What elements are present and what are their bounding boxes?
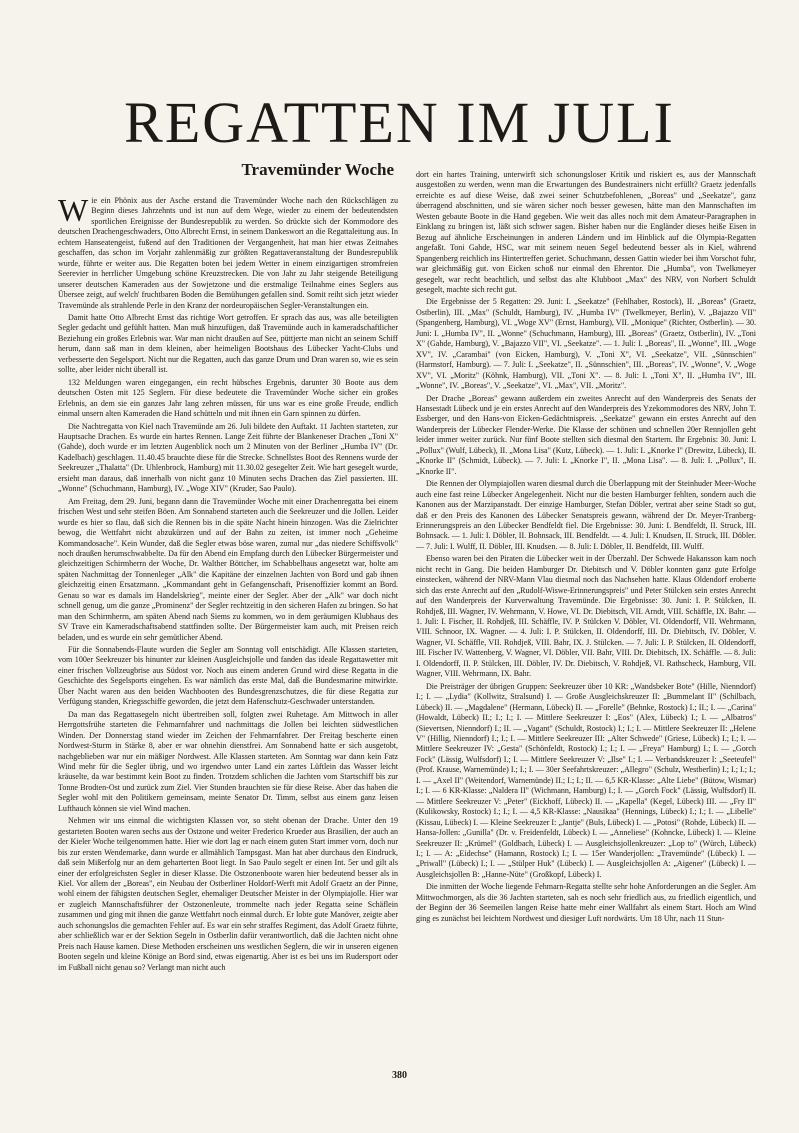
article-paragraph: Ebenso waren bei den Piraten die Lübecker weit in der Überzahl. Der Schwede Hakansson kam noch nicht recht in Gang. Die beiden Hamburger Dr. Diebitsch und V. Döbler konnten ganz gute Erfolge einstecken, während der NRV-Mann Vlau diesmal noch das Nachsehen hatte. Klaus Oldendorf eroberte sich das erste Anrecht auf den „Rudolf-Wiswe-Erinnerungspreis" und Peter Stülcken sein erstes Anrecht auf den Wanderpreis der Kurverwaltung Travemünde. Die Ergebnisse: 30. Juni: I. P. Stülcken, II. Rohdjeß, III. Wagner, IV. Wehrmann, V. Howe, VI. Dr. Diebitsch, VII. Arndt, VIII. Schäffle, IX. Bahr. — 1. Juli: I. Fischer, II. Rohdjeß, III. Schäffle, IV. P. Stülcken V. Döbler, VI. Oldendorff, VII. Wehrmann, VIII. Schnoor, IX. Wagner. — 4. Juli: I. P. Stülcken, II. Oldendorff, III. Dr. Diebitsch, IV. Döbler, V. Wagner, VI. Schäffle, VII. Rohdjeß, VIII. Bahr, IX. J. Stülcken. — 7. Juli: I. P. Stülcken, II. Oldendorff, III. Fischer IV. Wattenberg, V. Wagner, VI. Döbler, VII. Bahr, VIII. Dr. Diebitsch, IX. Schäffle. — 8. Juli: I. Oldendorff, II. P. Stülcken, III. Döbler, IV. Dr. Diebitsch, V. Rohdjeß, VI. Rathscheck, Hamburg, VII. Wagner, VIII. Wehrmann, IX. Bahr. (416, 554, 756, 679)
page-number: 380 (392, 1070, 407, 1081)
article-paragraph: Da man das Regattasegeln nicht übertreiben soll, folgten zwei Ruhetage. Am Mittwoch in aller Herrgottsfrühe starteten die Fehmarnfahrer und nachmittags die Jollen bei leichten südwestlichen Winden. Der Donnerstag stand wieder im Zeichen der Fehmarnfahrer. Der Freitag bescherte einen Nordwest-Sturm in Stärke 8, aber er war ohnehin dienstfrei. Am Sonnabend hatte er sich ausgetobt, nachgeblieben war nur ein mäßiger Nordwest. Alle Klassen starteten. Am Sonntag war dann kein Fatz Wind mehr für die Segler übrig, und wo irgendwo unter Land ein zartes Lüftlein das Wasser leicht kräuselte, da war bestimmt kein Boot zu finden. Trotzdem schlichen die Jachten vom Startschiff bis zur Tonne Brodten-Ost und zurück zum Ziel. Vier Stunden brauchten sie für diese Reise. Aber das haben die Segler wohl mit den Politikern gemeinsam, meinte Senator Dr. Timm, selbst aus einem ganz leisen Lufthauch können sie viel Wind machen. (58, 709, 398, 813)
article-paragraph: 132 Meldungen waren eingegangen, ein recht hübsches Ergebnis, darunter 30 Boote aus dem deutschen Osten mit 125 Seglern. Für diese bedeutete die Travemünder Woche sicher ein großes Erlebnis, an dem sie ein ganzes Jahr lang zehren müssen, für uns war es eine große Freude, endlich einmal unsern alten Kameraden die Hand schütteln und mit ihnen ein Garn spinnen zu dürfen. (58, 377, 398, 419)
drop-cap: W (58, 192, 89, 228)
article-body (58, 170, 756, 1065)
article-paragraph: Der Drache „Boreas" gewann außerdem ein zweites Anrecht auf den Wanderpreis des Senats der Hansestadt Lübeck und je ein erstes Anrecht auf den Wanderpreis des Yzekommodores des NRV, John T. Essberger, und den Hans-von Eicken-Gedächtnispreis. „Seekatze" gewann ein erstes Anrecht auf den Wanderpreis der Lübecker Flender-Werke. Die Klasse der schönen und schnellen 20er Rennjollen geht leider immer weiter zurück. Nur fünf Boote stellten sich diesmal den Startern. Ihr Ergebnis: 30. Juni: I. „Pollux" (Wulf, Lübeck), II. „Mona Lisa" (Kutz, Lübeck). — 1. Juli: I. „Knorke I" (Drewitz, Lübeck), II. „Knorke II" (Schmidt, Lübeck). — 7. Juli: I. „Knorke I", II. „Mona Lisa". — 8. Juli: I. „Pollux", II. „Knorke II". (416, 393, 756, 476)
article-subtitle: Travemünder Woche (241, 160, 394, 179)
article-paragraph: Die Ergebnisse der 5 Regatten: 29. Juni: I. „Seekatze" (Fehlhaber, Rostock), II. „Boreas" (Graetz, Ostberlin), III. „Max" (Schuldt, Hamburg), IV. „Humba IV" (Twelkmeyer, Berlin), V. „Bajazzo VII" (Spangenberg, Hamburg), VI. „Woge XV" (Ernst, Hamburg), VII. „Monique" (Richter, Ostberlin). — 30. Juni: I. „Humba IV", II. „Wonne" (Schuchmann, Hamburg), III. „Boreas" (Graetz, Ostberlin), IV. „Toni X" (Gahde, Hamburg), V. „Bajazzo VII", VI. „Seekatze". — 1. Juli: I. „Boreas", II. „Wonne", III. „Woge XV", IV. „Carambai" (von Eicken, Hamburg), V. „Toni X", VI. „Seekatze", VII. „Sünnschien" (Harmstorf, Hamburg). — 7. Juli: I. „Seekatze", II. „Sünnschien", III. „Boreas", IV. „Wonne", V. „Woge XV", VI. „Moritz" (Köhnk, Hamburg), VII. „Toni X". — 8. Juli: I. „Toni X", II. „Humba IV", III. „Wonne", IV. „Boreas", V. „Seekatze", VI. „Max", VII. „Moritz". (416, 297, 756, 391)
right-column (416, 170, 756, 1065)
article-paragraph: Damit hatte Otto Albrecht Ernst das richtige Wort getroffen. Er sprach das aus, was alle beteiligten Segler gedacht und gefühlt hatten. Man muß hinzufügen, daß Travemünde auch in kameradschaftlicher Beziehung ein großes Erlebnis war. War man nicht draußen auf See, püttjerte man nicht an seinem Schiff herum, dann saß man in dem kleinen, aber heimeligen Bootshaus des Lübecker Yacht-Clubs und verbesserte den Segelsport. Nicht nur die Regatten, auch das ganze Drum und Dran waren so, wie es sein sollte, aber leider nicht überall ist. (58, 312, 398, 375)
article-paragraph: Die Rennen der Olympiajollen waren diesmal durch die Überlappung mit der Steinhuder Meer-Woche auch eine fast reine Lübecker Angelegenheit. Nicht nur die besten Hamburger fehlten, sondern auch die Kanonen aus der Marzipanstadt. Der einzige Hamburger, Stefan Döbler, vertrat aber seine Stadt so gut, daß er den Preis des Kanonen des Lübecker Senatspreis gewann, während der Dr. Meyer-Tranberg-Erinnerungspreis an den Lübecker Bendfeldt fiel. Die Ergebnisse: 30. Juni: I. Bendfeldt, II. Struck, III. Bohnsack. — 1. Juli: I. Döbler, II. Bohnsack, III. Bendfeldt. — 4. Juli: I. Knudsen, II. Struck, III. Döbler. — 7. Juli: I. Wulff, II. Döbler, III. Knudsen. — 8. Juli: I. Döbler, II. Bendfeldt, III. Wulff. (416, 479, 756, 551)
article-paragraph: Wie ein Phönix aus der Asche erstand die Travemünder Woche nach den Rückschlägen zu Beginn dieses Jahrzehnts und ist nun auf dem Wege, wieder zu einem der bedeutendsten sportlichen Ereignisse der Bundesrepublik zu werden. So drückte sich der Kommodore des deutschen Drachengeschwaders, Otto Albrecht Ernst, in seinem Dankeswort an die Regattaleitung aus. In echtem Hanseatengeist, fußend auf den Traditionen der Vergangenheit, hat man hier etwas Zeitnahes geschaffen, das schon im Vorjahr zahlenmäßig zur größten Regattaveranstaltung der Bundesrepublik wurde, führte er weiter aus. Die Regatten boten bei jedem Wetter in einem einzigartigen stromfreien Seerevier in herrlicher Umgebung schöne Kreuzstrecken. Die von Jahr zu Jahr steigende Beteiligung unserer deutschen Kameraden aus der Sowjetzone und die erstmalige Teilnahme eines Seglers aus Übersee zeigt, auf welch' fruchtbaren Boden die Bemühungen gefallen sind. Somit reiht sich jetzt wieder Travemünde als strahlende Perle in den Kranz der nordeuropäischen Segler-Veranstaltungen ein. (58, 192, 398, 310)
article-headline: REGATTEN IM JULI (124, 90, 675, 155)
article-paragraph: Die Preisträger der übrigen Gruppen: Seekreuzer über 10 KR: „Wandsbeker Bote" (Hille, Nienndorf) I.; I. — „Lydia" (Kollwitz, Stralsund) I. — Große Ausgleichskreuzer II: „Bummelant II" (Schilbach, Lübeck) II. — „Magdalene" (Hermann, Lübeck) II. — „Forelle" (Behnke, Rostock) I.; II.; I. — „Carina" (Howaldt, Lübeck) II.; I.; I.; I. — Mittlere Seekreuzer I: „Eos" (Alex, Lübeck) I.; I. — „Albatros" (Sievertsen, Nienndorf) I.; II. — „Vagant" (Schuldt, Rostock) I.; I.; I. — Mittlere Seekreuzer II: „Helene V" (Hillig, Nienndorf) I.; I.; I. — Mittlere Seekreuzer III: „Alter Schwede" (Griese, Lübeck) I.; I.; I. — Mittlere Seekreuzer IV: „Gesta" (Schönfeldt, Rostock) I.; I.; I. — „Freya" Hamburg) I.; I. — „Gorch Fock" (Lässig, Wulfsdorf) I.; I. — Mittlere Seekreuzer V: „Ilse" I.; I. — Verbandskreuzer I: „Seeteufel" (Prof. Krause, Warnemünde) I.; I.; I. — 30er Seefahrtskreuzer: „Allegro" (Schulz, Westberlin) I.; I.; I.; I.; I. — „Axel II" (Weitendorf, Warnemünde) II.; I.; I.; II. — 6,5 KR-Klasse: „Alte Liebe" (Bütow, Wismar) I.; I. — 6 KR-Klasse: „Naldera II" (Wichmann, Hamburg) I.; I. — „Gorch Fock" (Lässig, Wulfsdorf) II. — Mittlere Seekreuzer V: „Peter" (Eickhoff, Lübeck) II. — „Kapella" (Kegel, Lübeck) III. — „Fry II" (Kulikowsky, Rostock) I.; I.; I. — 4,5 KR-Klasse: „Nausikaa" (Hennings, Lübeck) I.; I.; I. — „Libelle" (Kissau, Lübeck) I. — Kleine Seekreuzer I: „Jantje" (Buls, Lübeck) I. — „Potosi" (Rohde, Lübeck) II. — Hansa-Jollen: „Gunilla" (Dr. v. Freidenfeldt, Lübeck) I. — „Anneliese" (Kohncke, Lübeck) I. — Kleine Seekreuzer II: „Krümel" (Goldbach, Lübeck) I. — Ausgleichsjollenkreuzer: „Lop to" (Würch, Lübeck) I.; I. — A: „Eidechse" (Hamann, Rostock) I.; I. — 15er Wanderjollen: „Travemünde" (Lübeck) I. — „Priwall" (Lübeck) I.; I. — „Stülper Huk" (Lübeck) I. — Ausgleichsjollen A: „Aigener" (Lübeck) I. — Ausgleichsjollen B: „Hanne-Nüte" (Großkopf, Lübeck) I. (416, 681, 756, 879)
article-paragraph: dort ein hartes Training, unterwirft sich schonungsloser Kritik und riskiert es, aus der Mannschaft ausgestoßen zu werden, wenn man die Erwartungen des Bundestrainers nicht erfüllt? Graetz jedenfalls erreichte es auf diese Weise, daß zwei seiner Schutzbefohlenen, „Boreas" und „Seekatze", ganz überragend abschnitten, und sie wären sicher noch besser gewesen, hätte man den Mannschaften im Westen gebaute Boote in die Hand gegeben. Wie weit das alles noch mit dem Amateur-Paragraphen in Einklang zu bringen ist, läßt sich schwer sagen. Bisher haben nur die Engländer dieses heiße Eisen in Bezug auf ähnliche Erscheinungen in anderen Ländern und im Hinblick auf die Olympia-Regatten angefaßt. Toni Gahde, HSC, war mit seinem neuen Segel bedeutend besser als in Kiel, während Spangenberg reichlich ins Hintertreffen geriet. Schuchmann, dessen Gattin wieder bei ihm Vorschot fuhr, war gleichmäßig gut. von Eicken schoß nur einmal den Ehrentor. Die „Humba", von Twelkmeyer gesegelt, war recht beachtlich, und selbst das alte Klubboot „Max" des NRV, von Norbert Schuldt gesegelt, machte sich recht gut. (416, 170, 756, 294)
article-paragraph: Die inmitten der Woche liegende Fehmarn-Regatta stellte sehr hohe Anforderungen an die Segler. Am Mittwochmorgen, als die 36 Jachten starteten, sah es noch sehr friedlich aus, zu friedlich eigentlich, und der Beginn der 36 Seemeilen langen Reise hatte mehr einer Wallfahrt als einem Start. Hoch am Wind ging es zunächst bei leichtem Nordwest und diesiger Luft nordwärts. Um 18 Uhr, nach 11 Stun- (416, 882, 756, 923)
left-column (58, 170, 398, 1065)
article-paragraph: Nehmen wir uns einmal die wichtigsten Klassen vor, so steht obenan der Drache. Unter den 19 gestarteten Booten waren sechs aus der Ostzone und weiter Frederico Krueder aus Brasilien, der auch an der Kieler Woche teilgenommen hatte. Hier wie dort lag er nach einem guten Start immer vorn, doch nur bis zur ersten Wendemarke, dann wurde er allmählich Tampsgast. Man hat aber durchaus den Eindruck, daß sein Mißerfolg nur an dem geharterten Boot liegt. In Sao Paulo segelt er einen Int. 5er und gilt als einer der erfolgreichsten Segler in dieser Klasse. Die Ostzonenboote waren hier bedeutend besser als in Kiel. Vor allem der „Boreas", ein Neubau der Ostberliner Holdorf-Werft mit Adolf Graetz an der Pinne, wohl einem der fähigsten deutschen Segler, ehemaliger Deutscher Meister in der Olympiajolle. Hier war er zugleich Mannschaftsführer der Ostzonenleute, trommelte nach jeder Regatta seine Schäflein zusammen und ging mit ihnen die ganze Wettfahrt noch einmal durch. Er lobte gute Manöver, zeigte aber auch schonungslos die gemachten Fehler auf. Es war ein sehr straffes Regiment, das Adolf Graetz führte, aber schließlich war er der Sektion Segeln in Ostberlin dafür verantwortlich, daß die Jachten nicht ohne Preis nach Hause kamen. Diese Methoden erscheinen uns westlichen Seglern, die wir in unseren eigenen Booten segeln und kleine Könige an Bord sind, etwas eigenartig. Aber ist es bei uns im Rudersport oder im Fußball nicht genau so? Verlangt man nicht auch (58, 816, 398, 972)
article-paragraph: Für die Sonnabends-Flaute wurden die Segler am Sonntag voll entschädigt. Alle Klassen starteten, vom 100er Seekreuzer bis hinunter zur kleinen Ausgleichsjolle und fanden das ideale Regattawetter mit einer frischen Vollzeugbrise aus Südost vor. Noch aus einem anderen Grund wird diese Regatta in die Geschichte des Segelsports eingehen. Es war nämlich das erste Mal, daß die Bundesmarine mitwirkte. Über Nacht waren aus den beiden Wachbooten des Bundesgrenzschutzes, die für diese Regatta zur Verfügung standen, Kriegsschiffe geworden, die jetzt dem Hafenschutz-Geschwader unterstanden. (58, 645, 398, 707)
article-paragraph: Am Freitag, dem 29. Juni, begann dann die Travemünder Woche mit einer Drachenregatta bei einem frischen West und sehr steifen Böen. Am Sonnabend starteten auch die Seekreuzer und die Jollen. Leider wurde es hier so flau, daß sich die Rennen bis in die späte Nacht hinein hinzogen. Was die Zielrichter bewog, die Wettfahrt nicht abzukürzen und auf der Bahn zu zeiten, ist immer noch „Geheime Kommandosache". Kein Wunder, daß die Segler etwas böse waren, zumal nur „das niedere Schiffsvolk" noch draußen herumschwabbelte. Da für den Abend ein Empfang durch den Lübecker Bürgermeister und gleichzeitigen Schirmherrn der Woche, Dr. Walther Böttcher, im Schabbelhaus angesetzt war, holte am späten Nachmittag der Tonnenleger „Alk" die Kapitäne der einzelnen Jachten von Bord und gab ihnen gleichzeitig einen Ersatzmann. „Kommandant geht in Gefangenschaft, Prisenoffizier kommt an Bord. Genau so war es damals im Handelskrieg", meinte einer der Segler. Aber der „Alk" war doch nicht schnell genug, um die ganze „Prominenz" der Segler rechtzeitig in den sicheren Hafen zu bringen. So hat man den Schirmherrn, am späten Abend nach Siems zu kommen, wo in dem geräumigen Klubhaus des SV Trave ein Kameradschaftsabend stattfinden sollte. Der Bürgermeister kam auch, mit Preisen reich beladen, und es wurde ein sehr gemütlicher Abend. (58, 496, 398, 642)
article-paragraph: Die Nachtregatta von Kiel nach Travemünde am 26. Juli bildete den Auftakt. 11 Jachten starteten, zur Hauptsache Drachen. Es wurde ein hartes Rennen. Lange Zeit führte der Blankeneser Drachen „Toni X" (Gahde), doch wurde er im letzten Augenblick noch um 2 Minuten von der Berliner „Humba IV" (Dr. Kadelbach) geschlagen. 11.40.45 brauchte diese für die Strecke. Schnellstes Boot des Rennens wurde der Seekreuzer „Thalatta" (Dr. Uhlenbrock, Hamburg) mit 11.30.02 gesegelter Zeit. Wie hart gesegelt wurde, ersieht man daraus, daß innerhalb von nicht ganz 10 Minuten sechs Drachen das Ziel passierten. III. „Wonne" (Schuchmann, Hamburg), IV. „Woge XIV" (Kruder, Sao Paulo). (58, 421, 398, 494)
